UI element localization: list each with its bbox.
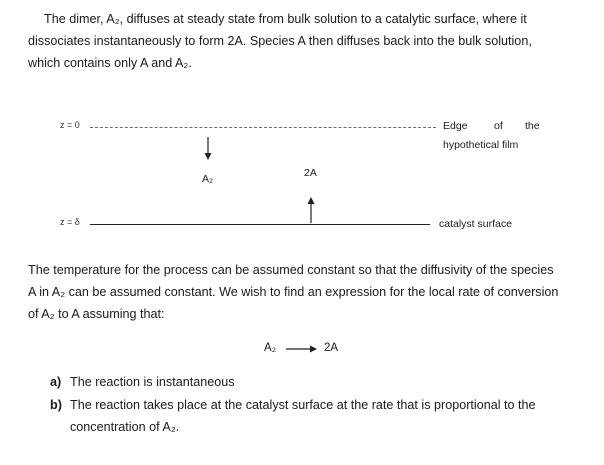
reactant: A₂ [264, 342, 277, 354]
condition-a-text: The reaction is instantaneous [70, 375, 235, 389]
diffusion-diagram [0, 110, 604, 240]
body-line-2: A in A₂ can be assumed constant. We wish to find an expression for the local rate of conversion [28, 285, 559, 299]
edge-label-word-2: of [494, 120, 503, 132]
catalyst-surface-label: catalyst surface [439, 218, 512, 230]
intro-line-1: The dimer, A₂, diffuses at steady state from bulk solution to a catalytic surface, where it [44, 12, 527, 26]
arrow-down-icon [203, 137, 213, 161]
species-down-label: A₂ [202, 173, 214, 185]
condition-b-text-line-2: concentration of A₂. [70, 420, 180, 434]
edge-label-word-1: Edge [443, 120, 468, 132]
condition-a-marker: a) [50, 375, 62, 389]
edge-label-line-2: hypothetical film [443, 139, 519, 151]
intro-line-2: dissociates instantaneously to form 2A. Species A then diffuses back into the bulk solution, [28, 34, 532, 48]
body-paragraph [28, 259, 574, 325]
body-line-3: of A₂ to A assuming that: [28, 307, 165, 321]
condition-b [50, 394, 574, 438]
film-edge-line [90, 127, 436, 128]
condition-a [50, 371, 574, 393]
reaction-arrow-icon [286, 344, 318, 354]
intro-line-3: which contains only A and A₂. [28, 56, 192, 70]
z-bottom-label: z = δ [60, 217, 80, 227]
body-line-1: The temperature for the process can be assumed constant so that the diffusivity of the species [28, 263, 554, 277]
z-top-label: z = 0 [60, 120, 80, 130]
edge-label-word-3: the [525, 120, 540, 132]
intro-paragraph [28, 8, 574, 74]
condition-b-text-line-1: The reaction takes place at the catalyst surface at the rate that is proportional to the [70, 398, 536, 412]
condition-b-marker: b) [50, 398, 62, 412]
arrow-up-icon [306, 197, 316, 223]
product: 2A [324, 342, 339, 354]
species-up-label: 2A [304, 167, 317, 179]
catalyst-surface-line [90, 224, 430, 225]
